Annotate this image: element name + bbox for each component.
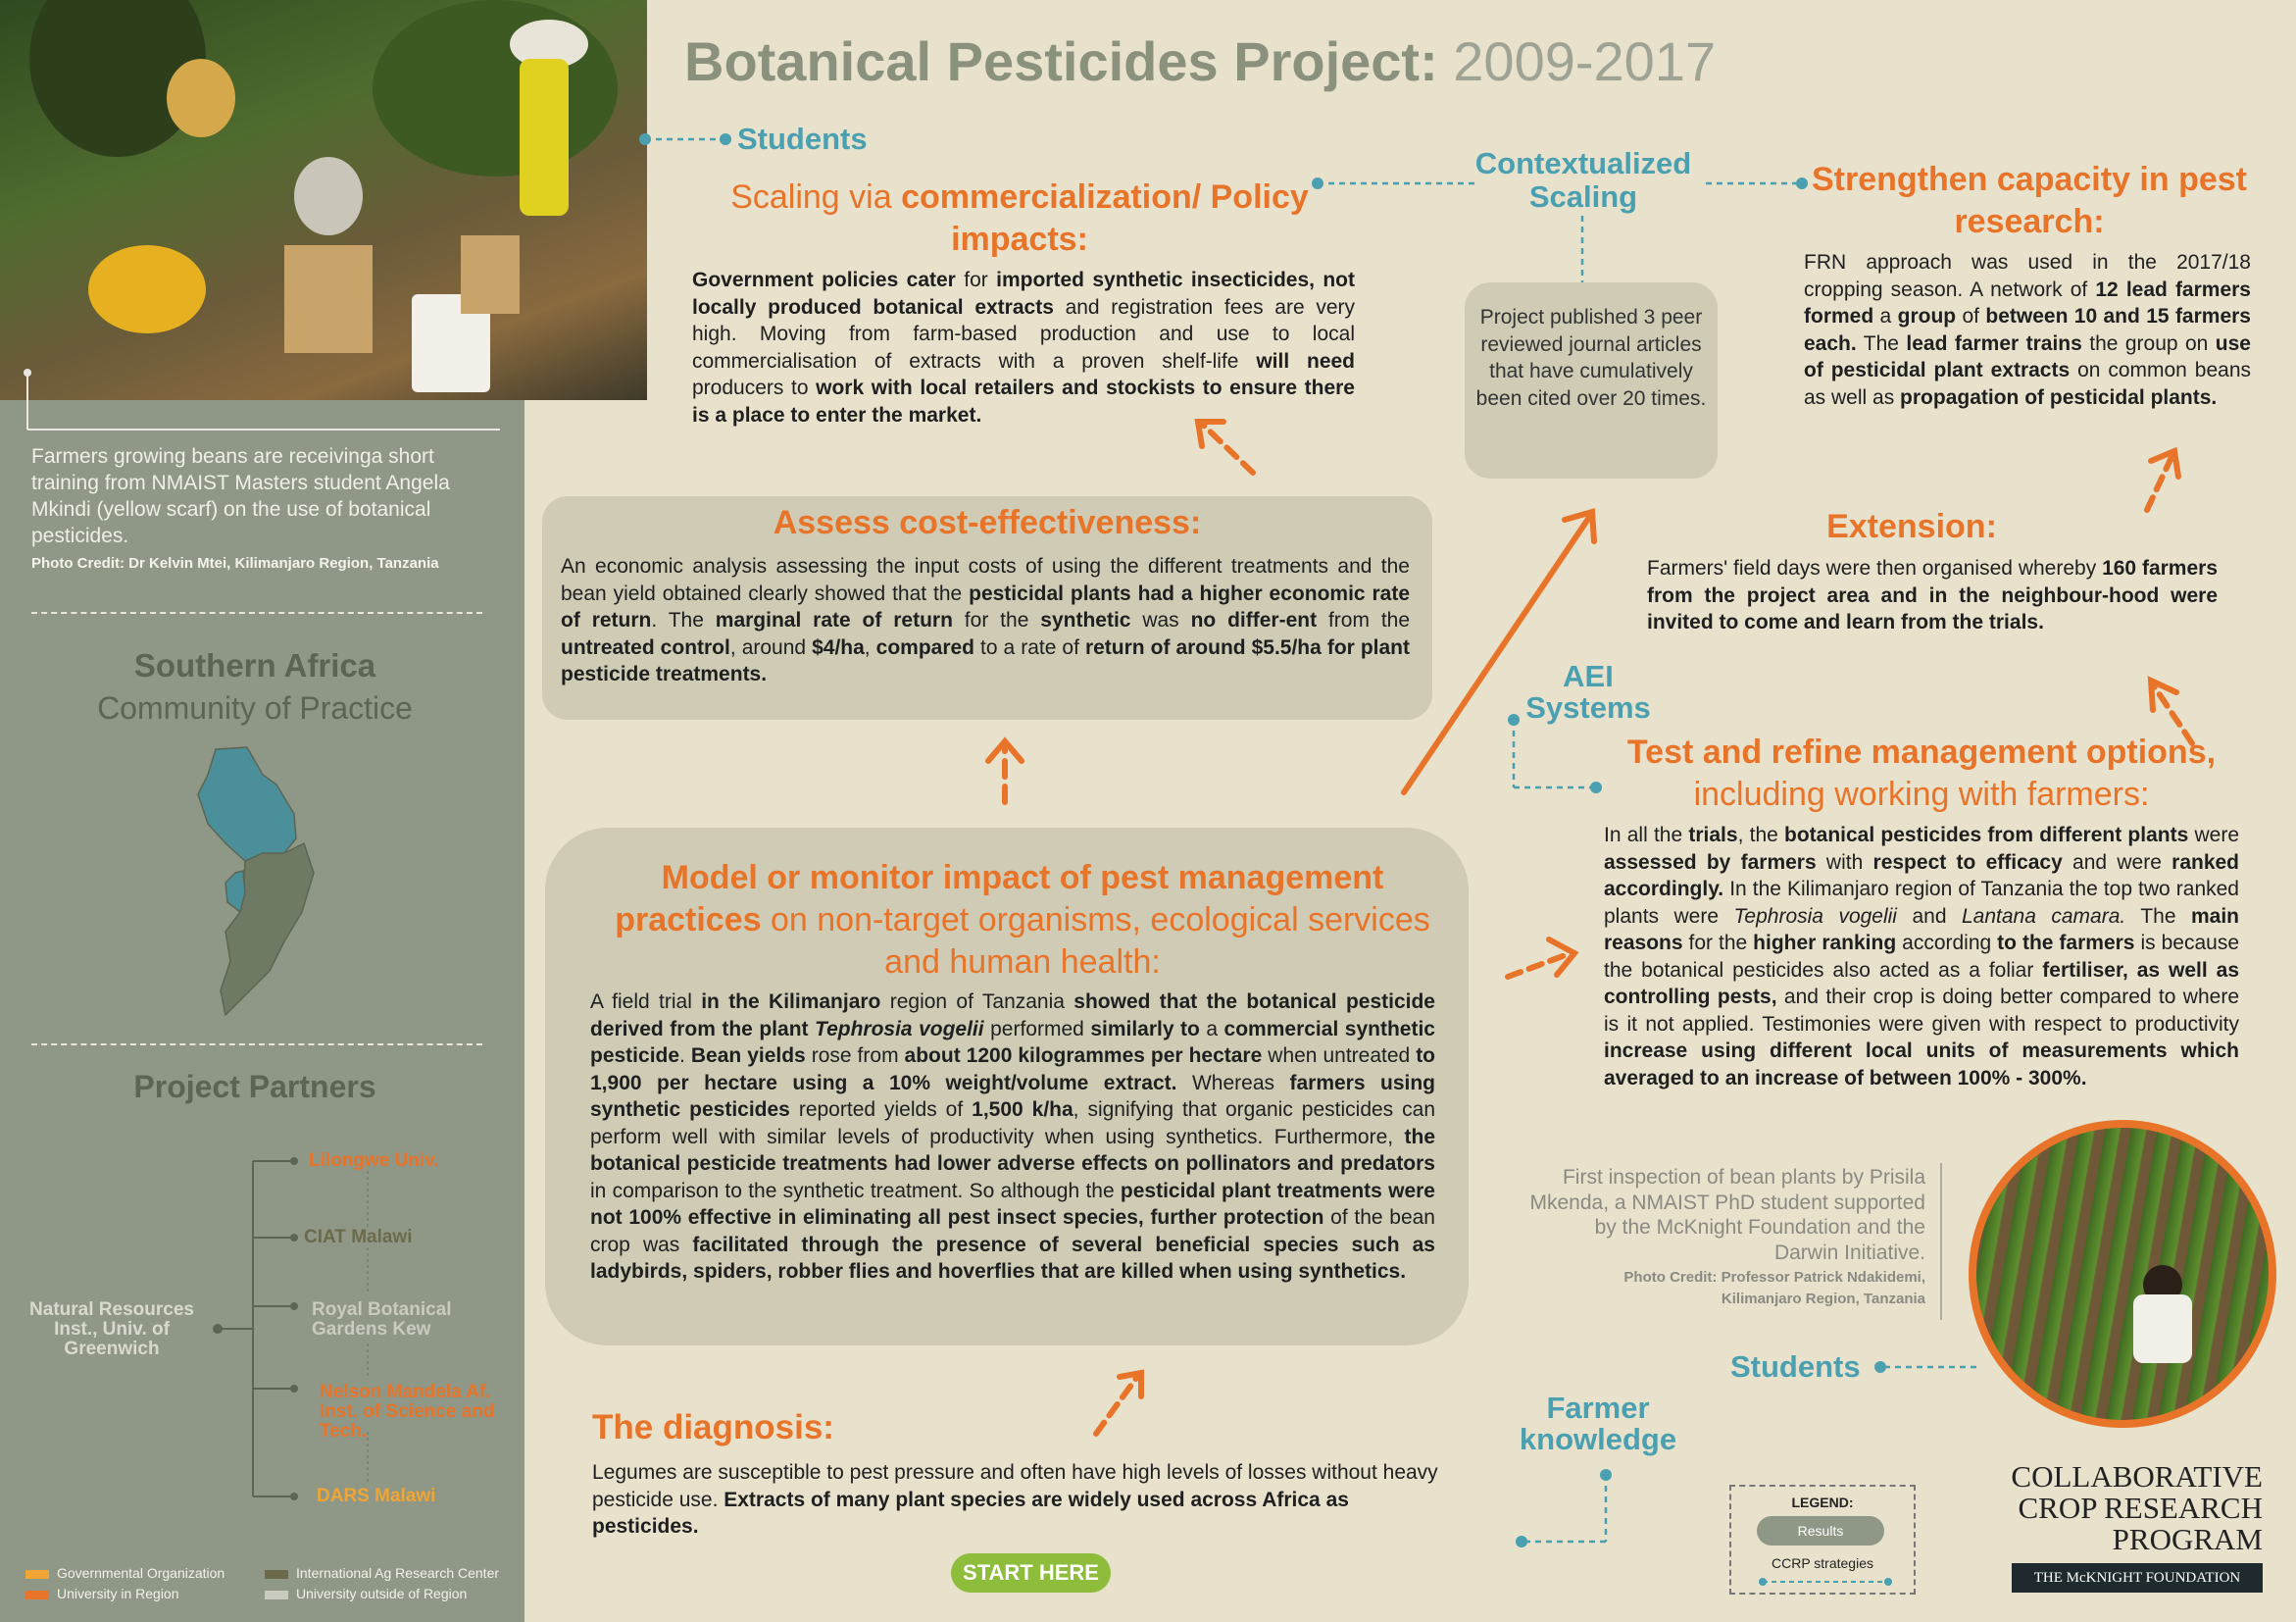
- results-pill: Results: [1757, 1516, 1884, 1546]
- legend-university-region: University in Region: [25, 1586, 179, 1601]
- strengthen-body: FRN approach was used in the 2017/18 cropping season. A network of 12 lead farmers formed a group of between 10 and 15 farmers each. The lead farmer trains the group on use of pesticidal plant extracts on common beans as well as propagation of pesticidal plants.: [1804, 251, 2251, 409]
- test-body: In all the trials, the botanical pesticides from different plants were assessed by farmers with respect to efficacy and were ranked accordingly. In the Kilimanjaro region of Tanzania the top two ranked plants were Tephrosia vogelii and Lantana camara. The main reasons for the higher ranking according to the farmers is because the botanical pesticides also acted as a foliar fertiliser, as well as controlling pests, and their crop is doing better compared to where is it not applied. Testimonies were given with respect to productivity increase using different local units of measurements which averaged to an increase of between 100% - 300%.: [1604, 824, 2240, 1090]
- test-heading: Test and refine management options, including working with farmers:: [1626, 734, 2217, 813]
- partners-title: Project Partners: [133, 1069, 376, 1104]
- extension-heading: Extension:: [1826, 508, 1997, 545]
- strategies-line-icon: [1757, 1575, 1894, 1589]
- diagnosis-body: Legumes are susceptible to pest pressure and often have high levels of losses without heavy pesticide use. Extracts of many plant species are widely used across Africa as pesticides.: [592, 1461, 1438, 1538]
- bean-field-photo: [1969, 1120, 2276, 1428]
- published-text: Project published 3 peer reviewed journal articles that have cumulatively been cited over 20 times.: [1475, 306, 1707, 410]
- strengthen-heading: Strengthen capacity in pest research:: [1812, 161, 2247, 240]
- assess-body: An economic analysis assessing the input costs of using the different treatments and the bean yield obtained clearly showed that the pesticidal plants had a higher economic rate of return. The marginal rate of return for the synthetic was no differ-ent from the untreated control, around $4/ha, compared to a rate of return of around $5.5/ha for plant pesticide treatments.: [561, 555, 1411, 685]
- legend-university-outside: University outside of Region: [265, 1586, 467, 1601]
- scaling-heading: Scaling via commercialization/ Policy impacts:: [730, 178, 1309, 258]
- assess-heading: Assess cost-effectiveness:: [773, 504, 1202, 541]
- community-subtitle: Community of Practice: [97, 690, 413, 726]
- photo-caption: Farmers growing beans are receivinga short training from NMAIST Masters student Angela Mkindi (yellow scarf) on the use of botanical pesticides.: [31, 445, 450, 547]
- ccrp-logo: COLLABORATIVE CROP RESEARCH PROGRAM: [2011, 1459, 2263, 1556]
- partner-item: Nelson Mandela Af. Inst. of Science and Tech.: [320, 1382, 495, 1442]
- scaling-body: Government policies cater for imported synthetic insecticides, not locally produced botanical extracts and registration fees are very high. Moving from farm-based production and use to local commercialisation of extracts with a proven shelf-life will need producers to work with local retailers and stockists to ensure there is a place to enter the market.: [692, 269, 1356, 427]
- page-title: Botanical Pesticides Project: 2009-2017: [684, 30, 1717, 92]
- legend-ag-center: International Ag Research Center: [265, 1565, 499, 1581]
- label-aei-systems: AEI Systems: [1525, 659, 1651, 725]
- partner-item: DARS Malawi: [317, 1486, 436, 1506]
- model-heading: Model or monitor impact of pest management practices on non-target organisms, ecological services and human health:: [615, 859, 1430, 981]
- community-title: Southern Africa: [133, 647, 376, 684]
- label-students-top: Students: [737, 122, 868, 156]
- partner-item: Lilongwe Univ.: [309, 1150, 439, 1171]
- model-body: A field trial in the Kilimanjaro region of Tanzania showed that the botanical pesticide derived from the plant Tephrosia vogelii performed similarly to a commercial synthetic pesticide. Bean yields rose from about 1200 kilogrammes per hectare when untreated to 1,900 per hectare using a 10% weight/volume extract. Whereas farmers using synthetic pesticides reported yields of 1,500 k/ha, signifying that organic pesticides can perform well with similar levels of productivity when using synthetics. Furthermore, the botanical pesticide treatments had lower adverse effects on pollinators and predators in comparison to the synthetic treatment. So although the pesticidal plant treatments were not 100% effective in eliminating all pest insect species, further protection of the bean crop was facilitated through the presence of several beneficial species such as ladybirds, spiders, robber flies and hoverflies that are killed when using synthetics.: [590, 990, 1436, 1283]
- inspection-credit: Photo Credit: Professor Patrick Ndakidemi, Kilimanjaro Region, Tanzania: [1623, 1269, 1925, 1307]
- label-contextualized-scaling: Contextualized Scaling: [1474, 146, 1692, 214]
- label-farmer-knowledge: Farmer knowledge: [1519, 1391, 1677, 1456]
- start-here-button[interactable]: START HERE: [951, 1553, 1111, 1593]
- inspection-caption: First inspection of bean plants by Prisila Mkenda, a NMAIST PhD student supported by the McKnight Foundation and the Darwin Initiative.: [1529, 1166, 1925, 1264]
- partner-item: Royal Botanical Gardens Kew: [312, 1299, 452, 1340]
- label-students-bottom: Students: [1730, 1349, 1861, 1384]
- photo-credit: Photo Credit: Dr Kelvin Mtei, Kilimanjaro Region, Tanzania: [31, 555, 439, 572]
- partner-root: Natural Resources Inst., Univ. of Greenwich: [29, 1299, 194, 1359]
- strategies-label: CCRP strategies: [1771, 1555, 1873, 1571]
- diagnosis-heading: The diagnosis:: [592, 1408, 834, 1446]
- partner-item: CIAT Malawi: [304, 1227, 413, 1247]
- legend-title: LEGEND:: [1791, 1495, 1854, 1510]
- legend-governmental: Governmental Organization: [25, 1565, 225, 1581]
- mcknight-logo: THE McKNIGHT FOUNDATION: [2012, 1563, 2263, 1593]
- legend-box: [1729, 1485, 1916, 1595]
- extension-body: Farmers' field days were then organised whereby 160 farmers from the project area and in the neighbour-hood were invited to come and learn from the trials.: [1647, 557, 2219, 634]
